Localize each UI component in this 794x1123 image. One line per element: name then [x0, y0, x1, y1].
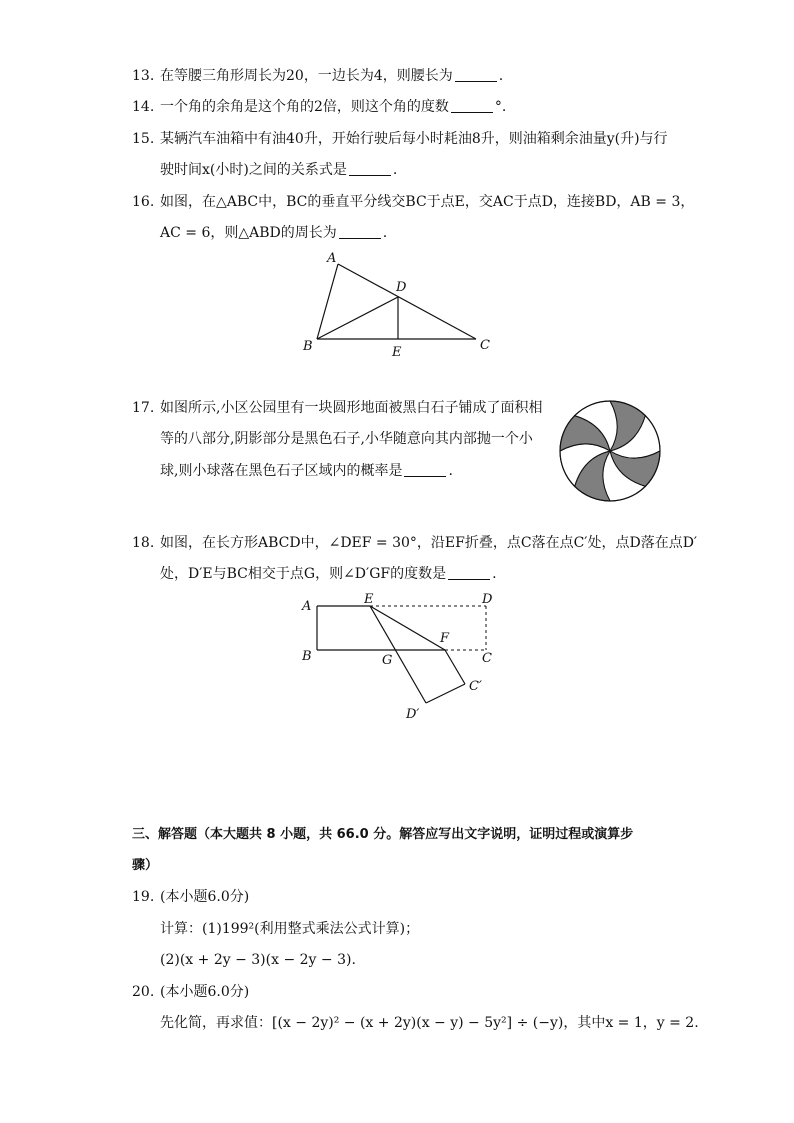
answer-blank[interactable] [451, 98, 493, 113]
segment-FCprime [445, 650, 465, 684]
q19-line2: (2)(x + 2y − 3)(x − 2y − 3). [160, 952, 356, 968]
q19-number: 19. [132, 889, 155, 905]
q15-line1: 某辆汽车油箱中有油40升，开始行驶后每小时耗油8升，则油箱剩余油量y(升)与行 [160, 131, 668, 147]
label-D: D [482, 592, 493, 607]
answer-blank[interactable] [349, 161, 391, 176]
label-E: E [392, 345, 402, 360]
label-C: C [482, 651, 492, 666]
q13-number: 13. [132, 68, 155, 84]
q16-line1: 如图，在△ABC中，BC的垂直平分线交BC于点E，交AC于点D，连接BD，AB = 3， [160, 194, 695, 210]
q16-line2: AC = 6，则△ABD的周长为 . [160, 225, 388, 241]
label-D-prime: D′ [406, 707, 420, 722]
q18-number: 18. [132, 535, 155, 551]
label-A: A [327, 251, 337, 266]
segment-BD [317, 297, 398, 339]
q18-folding-figure [296, 590, 506, 725]
label-C-prime: C′ [469, 679, 482, 694]
q14-number: 14. [132, 99, 155, 115]
segment-CprimeDprime [426, 684, 465, 703]
q17-pinwheel-figure [558, 399, 662, 503]
label-E: E [364, 592, 374, 607]
answer-blank[interactable] [448, 565, 490, 580]
segment-EDprime [370, 606, 426, 703]
answer-blank[interactable] [404, 462, 446, 477]
q14-text: 一个角的余角是这个角的2倍，则这个角的度数 °. [160, 99, 507, 115]
q18-line2: 处，D′E与BC相交于点G，则∠D′GF的度数是 . [160, 566, 497, 582]
segment-AC [338, 264, 476, 339]
q17-line2: 等的八部分,阴影部分是黑色石子,小华随意向其内部抛一个小 [160, 431, 533, 447]
answer-blank[interactable] [339, 224, 381, 239]
label-D: D [396, 280, 407, 295]
q17-line3: 球,则小球落在黑色石子区域内的概率是 . [160, 463, 453, 479]
q20-line1: 先化简，再求值：[(x − 2y)² − (x + 2y)(x − y) − 5y²] ÷ (−y)，其中x = 1，y = 2. [160, 1015, 699, 1031]
q17-number: 17. [132, 400, 155, 416]
section-heading-line1: 三、解答题（本大题共 8 小题，共 66.0 分。解答应写出文字说明，证明过程或演算步 [132, 827, 634, 842]
q20-number: 20. [132, 984, 155, 1000]
segment-AB [317, 264, 338, 339]
q20-score: (本小题6.0分) [160, 984, 250, 1000]
q19-score: (本小题6.0分) [160, 889, 250, 905]
label-C: C [480, 338, 490, 353]
label-G: G [382, 653, 393, 668]
q17-line1: 如图所示,小区公园里有一块圆形地面被黑白石子铺成了面积相 [160, 400, 543, 416]
label-B: B [303, 339, 313, 354]
q15-number: 15. [132, 131, 155, 147]
label-F: F [440, 631, 450, 646]
q16-triangle-figure [300, 248, 500, 363]
label-B: B [302, 649, 312, 664]
q13-text: 在等腰三角形周长为20，一边长为4，则腰长为 . [160, 68, 504, 84]
answer-blank[interactable] [455, 67, 497, 82]
section-heading-line2: 骤） [132, 858, 159, 873]
segment-EF [370, 606, 445, 650]
q15-line2: 驶时间x(小时)之间的关系式是 . [160, 162, 398, 178]
label-A: A [302, 599, 312, 614]
q16-number: 16. [132, 194, 155, 210]
q18-line1: 如图，在长方形ABCD中，∠DEF = 30°，沿EF折叠，点C落在点C′处，点D落在点D′ [160, 535, 698, 551]
q19-line1: 计算：(1)199²(利用整式乘法公式计算)； [160, 921, 420, 937]
